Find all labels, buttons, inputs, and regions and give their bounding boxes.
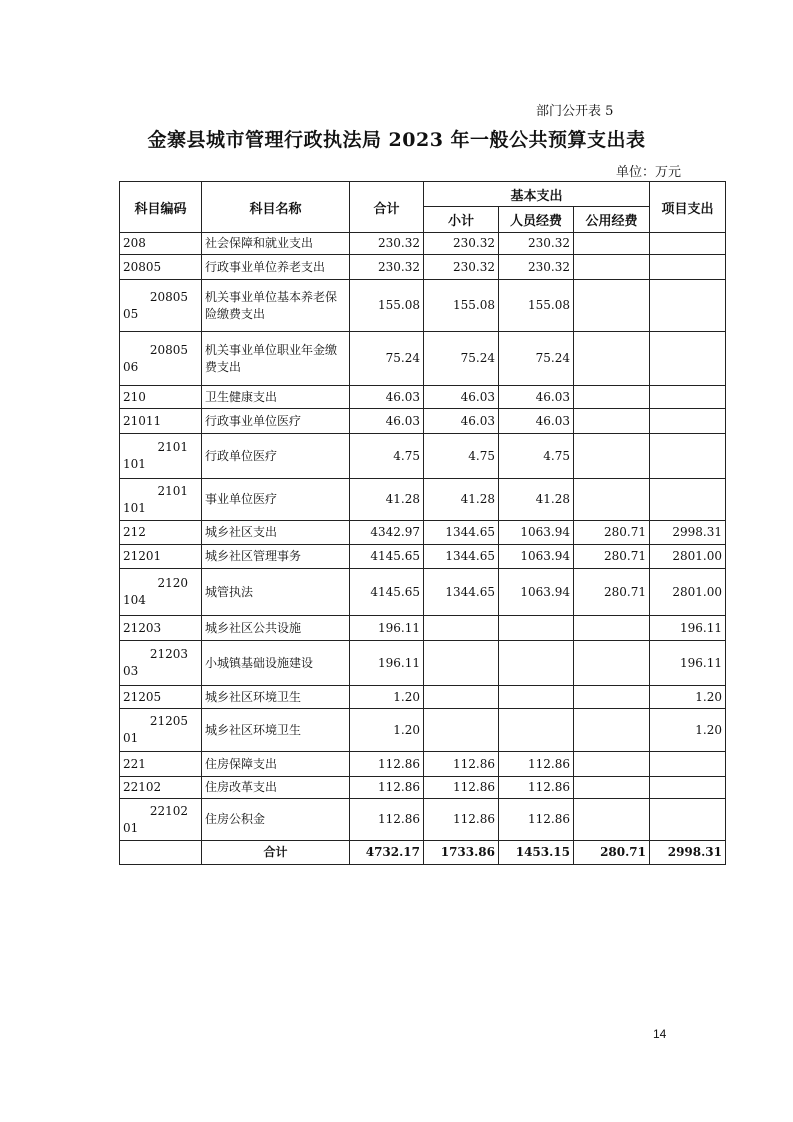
code-part-1: 21205: [149, 714, 188, 728]
table-row: [120, 777, 726, 799]
cell-public: [574, 616, 650, 641]
cell-project: 196.11: [650, 616, 726, 641]
cell-project: 1.20: [650, 709, 726, 752]
table-row: [120, 521, 726, 545]
code-part-2: 01: [123, 731, 139, 745]
cell-personnel: 230.32: [499, 233, 574, 255]
cell-public: [574, 233, 650, 255]
cell-project: 1.20: [650, 686, 726, 709]
cell-project: [650, 409, 726, 434]
cell-personnel: 155.08: [499, 280, 574, 332]
cell-personnel: 112.86: [499, 777, 574, 799]
cell-code: [120, 641, 202, 686]
code-part-2: 101: [123, 500, 146, 515]
code-part-1: 21203: [149, 647, 188, 661]
cell-subtotal: [424, 686, 499, 709]
budget-table: [119, 181, 726, 865]
cell-personnel: [499, 616, 574, 641]
total-public: 280.71: [574, 841, 650, 865]
cell-subtotal: 46.03: [424, 409, 499, 434]
cell-name: 城管执法: [202, 569, 350, 616]
cell-project: [650, 233, 726, 255]
code-part-2: 01: [123, 820, 139, 835]
cell-public: [574, 386, 650, 409]
code-part-1: 22102: [149, 803, 188, 818]
header-code: 科目编码: [120, 182, 202, 233]
table-row: [120, 545, 726, 569]
cell-personnel: 230.32: [499, 255, 574, 280]
cell-code: [120, 799, 202, 841]
table-row: [120, 616, 726, 641]
cell-public: [574, 479, 650, 521]
cell-public: [574, 641, 650, 686]
table-row: [120, 409, 726, 434]
cell-total: 41.28: [350, 479, 424, 521]
cell-code: 20805: [120, 255, 202, 280]
page-number: 14: [653, 1027, 667, 1041]
cell-total: 4342.97: [350, 521, 424, 545]
cell-total: 196.11: [350, 641, 424, 686]
table-row: [120, 386, 726, 409]
cell-subtotal: 112.86: [424, 799, 499, 841]
table-row: [120, 479, 726, 521]
cell-subtotal: 1344.65: [424, 521, 499, 545]
total-project: 2998.31: [650, 841, 726, 865]
cell-total: 230.32: [350, 255, 424, 280]
cell-public: 280.71: [574, 569, 650, 616]
table-row: [120, 569, 726, 616]
cell-code: 21201: [120, 545, 202, 569]
cell-subtotal: 1344.65: [424, 569, 499, 616]
cell-name: 机关事业单位职业年金缴费支出: [202, 332, 350, 386]
total-personnel: 1453.15: [499, 841, 574, 865]
cell-public: [574, 752, 650, 777]
cell-personnel: 75.24: [499, 332, 574, 386]
cell-total: 4145.65: [350, 545, 424, 569]
cell-project: 2998.31: [650, 521, 726, 545]
cell-code: [120, 280, 202, 332]
cell-public: [574, 434, 650, 479]
cell-public: [574, 686, 650, 709]
cell-subtotal: 1344.65: [424, 545, 499, 569]
cell-subtotal: [424, 616, 499, 641]
cell-personnel: [499, 686, 574, 709]
header-personnel: 人员经费: [499, 207, 574, 233]
cell-personnel: 41.28: [499, 479, 574, 521]
cell-subtotal: 4.75: [424, 434, 499, 479]
cell-code: 210: [120, 386, 202, 409]
cell-project: [650, 752, 726, 777]
code-part-1: 20805: [149, 342, 188, 357]
cell-public: 280.71: [574, 545, 650, 569]
header-project: 项目支出: [650, 182, 726, 233]
cell-name: 城乡社区支出: [202, 521, 350, 545]
cell-code: 208: [120, 233, 202, 255]
cell-code: 21205: [120, 686, 202, 709]
cell-total: 46.03: [350, 409, 424, 434]
table-row: [120, 641, 726, 686]
cell-personnel: 112.86: [499, 752, 574, 777]
table-row: [120, 233, 726, 255]
code-part-1: 20805: [149, 289, 188, 304]
cell-code: [120, 709, 202, 752]
table-body: [120, 233, 726, 865]
cell-total: 75.24: [350, 332, 424, 386]
cell-subtotal: [424, 641, 499, 686]
cell-code: 21203: [120, 616, 202, 641]
table-row: [120, 686, 726, 709]
page-title: 金寨县城市管理行政执法局 2023 年一般公共预算支出表: [147, 129, 646, 151]
cell-total: 112.86: [350, 799, 424, 841]
cell-name: 住房改革支出: [202, 777, 350, 799]
cell-project: [650, 255, 726, 280]
table-row: [120, 752, 726, 777]
cell-name: 行政单位医疗: [202, 434, 350, 479]
cell-personnel: 1063.94: [499, 569, 574, 616]
cell-subtotal: 230.32: [424, 233, 499, 255]
cell-personnel: 112.86: [499, 799, 574, 841]
cell-subtotal: 75.24: [424, 332, 499, 386]
cell-name: 城乡社区管理事务: [202, 545, 350, 569]
cell-code-blank: [120, 841, 202, 865]
code-part-2: 104: [123, 593, 146, 607]
table-row: [120, 799, 726, 841]
cell-name: 住房公积金: [202, 799, 350, 841]
cell-total: 112.86: [350, 777, 424, 799]
cell-name: 机关事业单位基本养老保险缴费支出: [202, 280, 350, 332]
unit-label: 单位：万元: [616, 165, 682, 180]
cell-code: 22102: [120, 777, 202, 799]
header-total: 合计: [350, 182, 424, 233]
code-part-2: 05: [123, 306, 139, 321]
cell-code: [120, 434, 202, 479]
cell-project: [650, 479, 726, 521]
code-part-2: 06: [123, 359, 139, 374]
cell-name: 事业单位医疗: [202, 479, 350, 521]
cell-subtotal: 230.32: [424, 255, 499, 280]
cell-subtotal: 46.03: [424, 386, 499, 409]
table-row: [120, 255, 726, 280]
cell-total: 196.11: [350, 616, 424, 641]
cell-total: 1.20: [350, 709, 424, 752]
cell-name: 卫生健康支出: [202, 386, 350, 409]
table-row: [120, 709, 726, 752]
cell-subtotal: 112.86: [424, 752, 499, 777]
code-part-2: 101: [123, 457, 146, 471]
cell-project: [650, 799, 726, 841]
cell-personnel: 4.75: [499, 434, 574, 479]
cell-name: 城乡社区环境卫生: [202, 686, 350, 709]
code-part-2: 03: [123, 664, 139, 678]
table-row: [120, 332, 726, 386]
cell-project: [650, 280, 726, 332]
cell-project: [650, 386, 726, 409]
cell-project: [650, 332, 726, 386]
cell-name: 城乡社区环境卫生: [202, 709, 350, 752]
cell-personnel: [499, 709, 574, 752]
cell-public: [574, 332, 650, 386]
code-part-1: 2101: [157, 483, 188, 498]
total-subtotal: 1733.86: [424, 841, 499, 865]
code-part-1: 2101: [157, 440, 188, 454]
cell-project: 196.11: [650, 641, 726, 686]
cell-name: 城乡社区公共设施: [202, 616, 350, 641]
cell-code: 21011: [120, 409, 202, 434]
cell-code: 212: [120, 521, 202, 545]
cell-code: 221: [120, 752, 202, 777]
cell-code: [120, 569, 202, 616]
cell-name: 行政事业单位医疗: [202, 409, 350, 434]
cell-public: 280.71: [574, 521, 650, 545]
table-row: [120, 280, 726, 332]
cell-project: 2801.00: [650, 545, 726, 569]
total-total: 4732.17: [350, 841, 424, 865]
cell-total: 230.32: [350, 233, 424, 255]
cell-code: [120, 332, 202, 386]
cell-public: [574, 709, 650, 752]
cell-subtotal: 112.86: [424, 777, 499, 799]
code-part-1: 2120: [157, 576, 188, 590]
cell-total: 155.08: [350, 280, 424, 332]
cell-total: 4145.65: [350, 569, 424, 616]
cell-name: 社会保障和就业支出: [202, 233, 350, 255]
cell-personnel: 46.03: [499, 409, 574, 434]
cell-personnel: 46.03: [499, 386, 574, 409]
header-name: 科目名称: [202, 182, 350, 233]
cell-name: 行政事业单位养老支出: [202, 255, 350, 280]
table-number-tag: 部门公开表 5: [536, 104, 614, 119]
cell-subtotal: 155.08: [424, 280, 499, 332]
cell-public: [574, 409, 650, 434]
cell-public: [574, 280, 650, 332]
cell-name: 住房保障支出: [202, 752, 350, 777]
cell-project: [650, 777, 726, 799]
cell-personnel: [499, 641, 574, 686]
header-subtotal: 小计: [424, 207, 499, 233]
cell-public: [574, 255, 650, 280]
cell-personnel: 1063.94: [499, 545, 574, 569]
cell-project: [650, 434, 726, 479]
cell-subtotal: 41.28: [424, 479, 499, 521]
cell-public: [574, 799, 650, 841]
table-row: [120, 434, 726, 479]
cell-subtotal: [424, 709, 499, 752]
cell-total: 46.03: [350, 386, 424, 409]
cell-personnel: 1063.94: [499, 521, 574, 545]
header-basic: 基本支出: [424, 182, 650, 207]
cell-total: 112.86: [350, 752, 424, 777]
cell-total: 1.20: [350, 686, 424, 709]
total-label: 合计: [202, 841, 350, 865]
total-row: [120, 841, 726, 865]
header-public: 公用经费: [574, 207, 650, 233]
cell-public: [574, 777, 650, 799]
cell-project: 2801.00: [650, 569, 726, 616]
cell-code: [120, 479, 202, 521]
cell-total: 4.75: [350, 434, 424, 479]
cell-name: 小城镇基础设施建设: [202, 641, 350, 686]
